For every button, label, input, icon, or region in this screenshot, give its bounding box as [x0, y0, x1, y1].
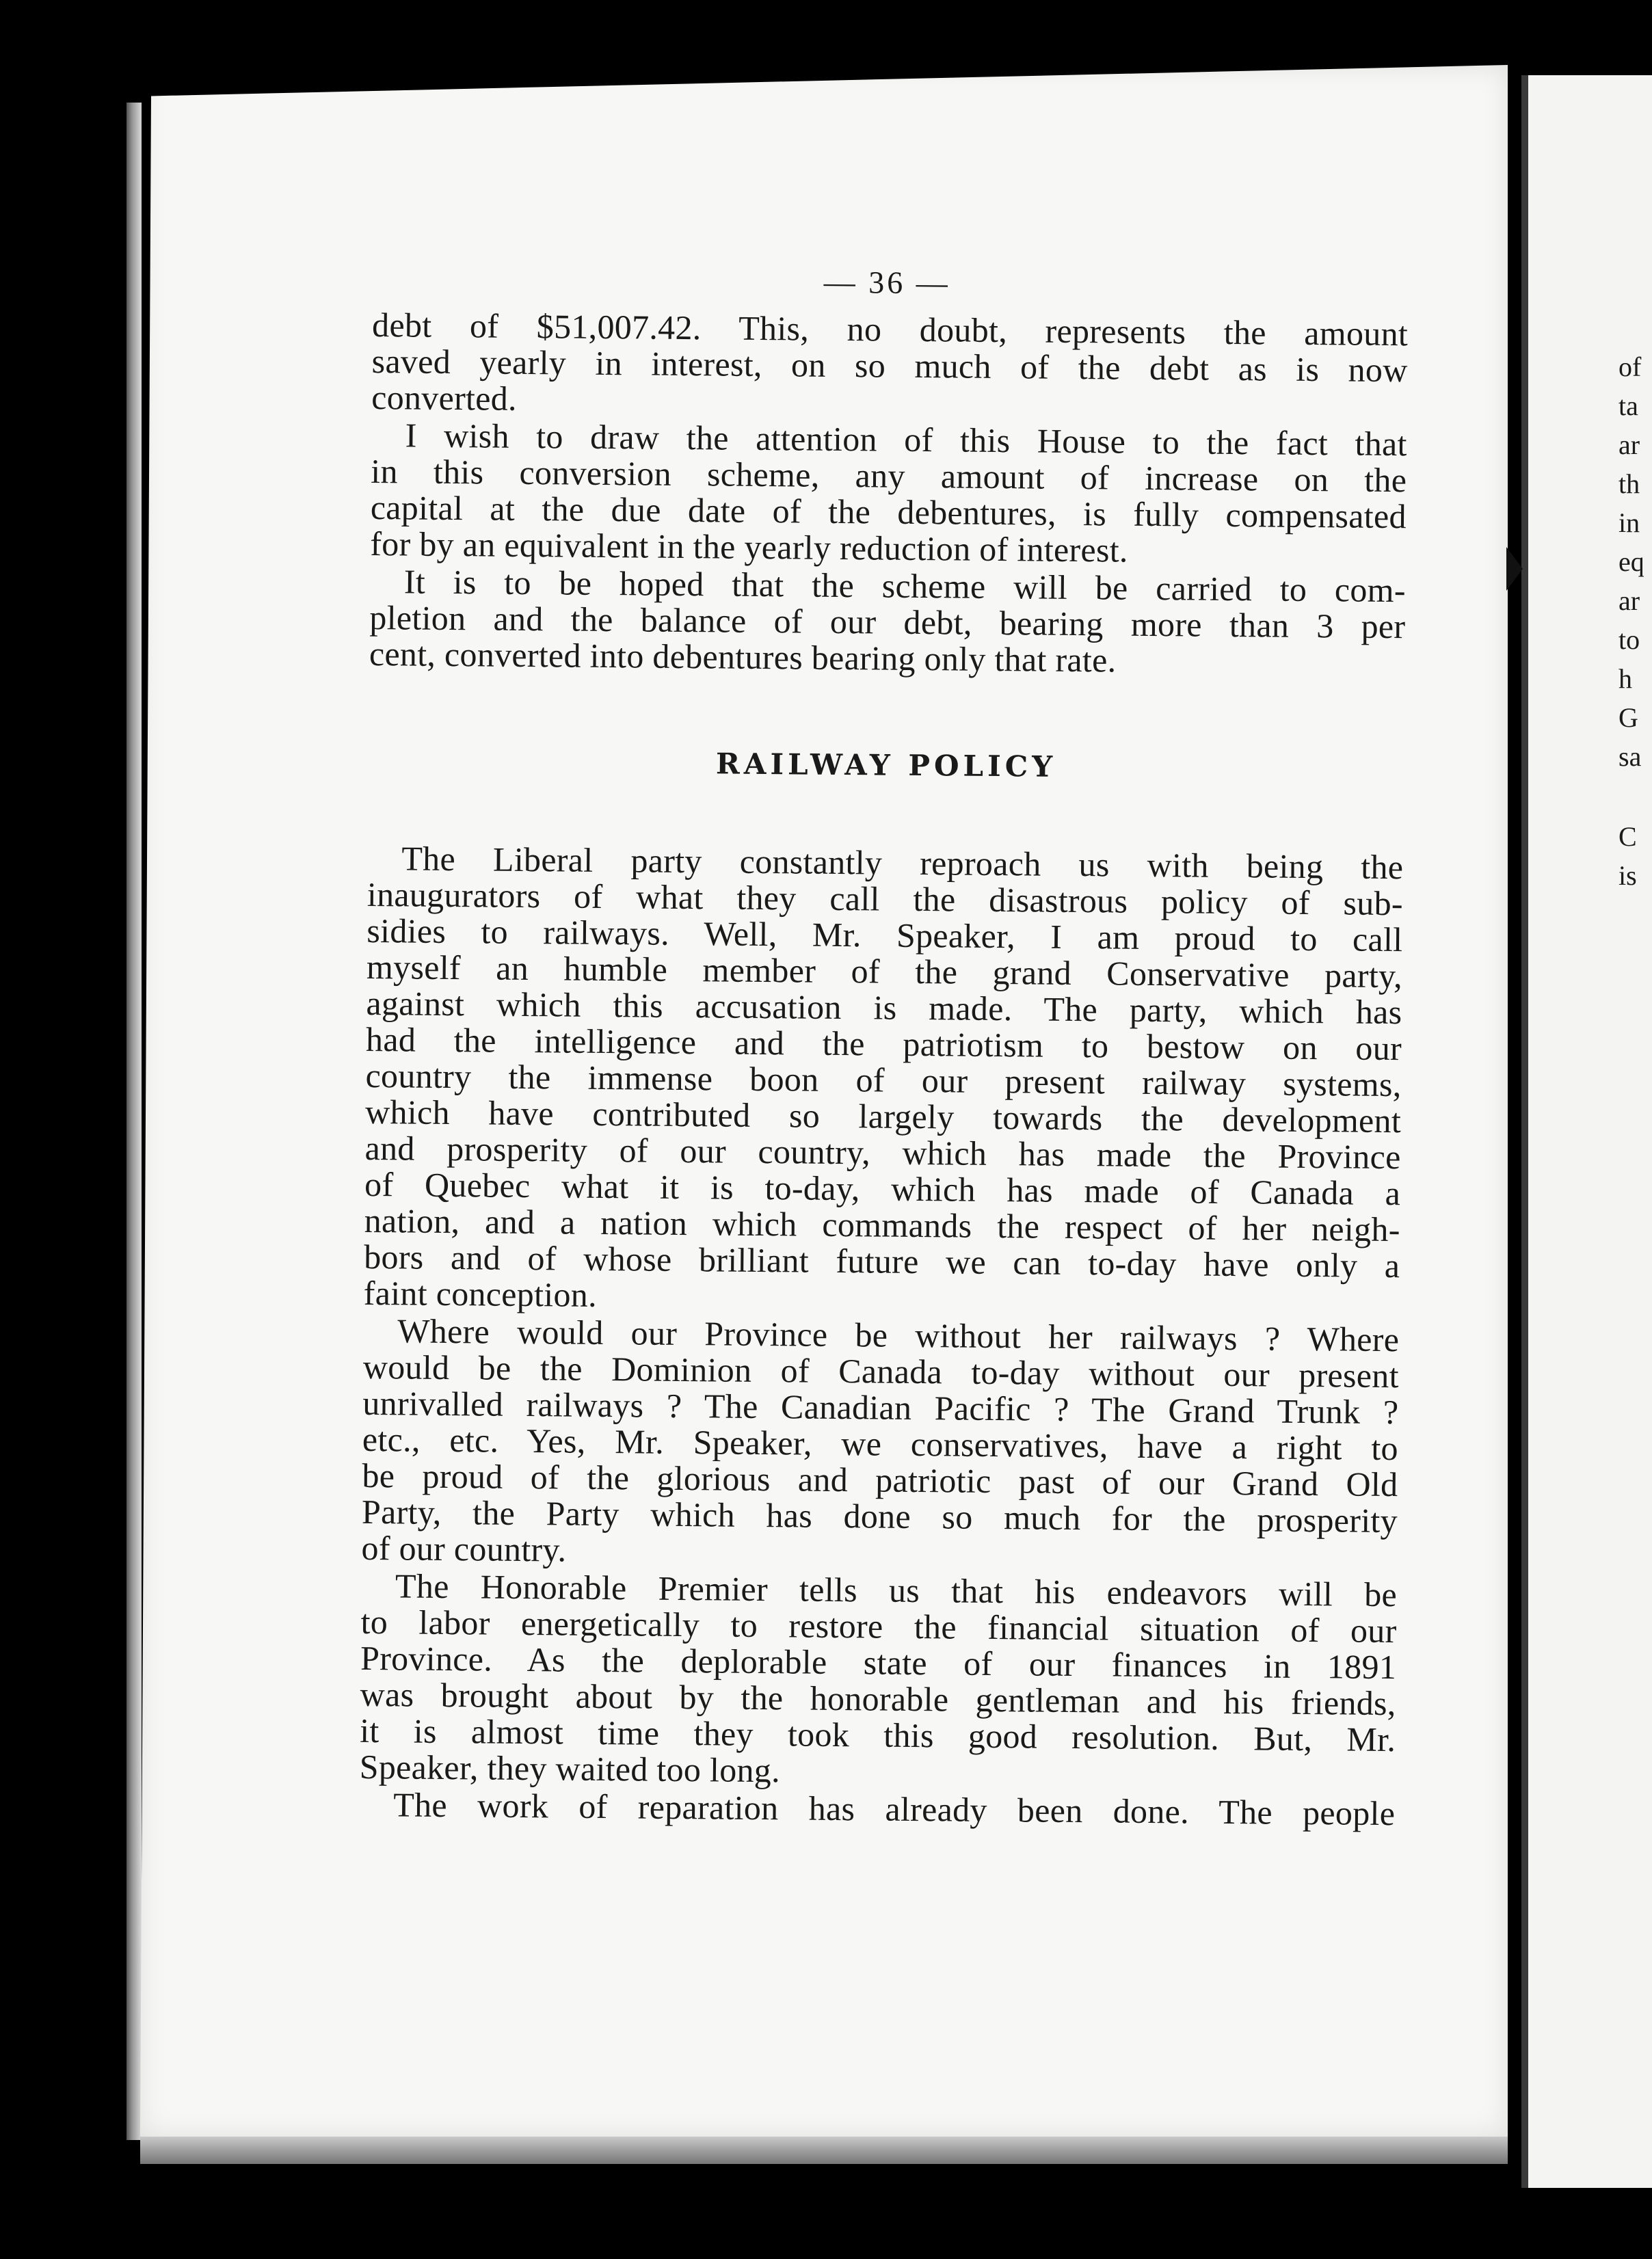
- text-line: of Quebec what it is to-day, which has made of Canada a: [364, 1164, 1401, 1213]
- page-content: [359, 260, 1409, 1833]
- text-line: and prosperity of our country, which has made the Province: [364, 1128, 1401, 1177]
- facing-fragment: is: [1618, 860, 1637, 891]
- facing-fragment: ar: [1618, 585, 1640, 616]
- facing-page-text: [1618, 347, 1644, 895]
- text-line: It is to be hoped that the scheme will be carried to com-: [403, 562, 1407, 610]
- facing-fragment: h: [1618, 663, 1632, 694]
- text-line: country the immense boon of our present railway systems,: [365, 1056, 1402, 1104]
- text-line: inaugurators of what they call the disastrous policy of sub-: [367, 874, 1404, 923]
- text-line: had the intelligence and the patriotism to bestow on our: [365, 1019, 1402, 1068]
- paragraph-liberal-party: [364, 840, 1404, 1320]
- text-line: would be the Dominion of Canada to-day without our present: [362, 1347, 1400, 1395]
- text-line: Province. As the deplorable state of our finances in 1891: [360, 1638, 1397, 1687]
- text-line: saved yearly in interest, on so much of the debt as is now: [371, 341, 1408, 390]
- text-line: for by an equivalent in the yearly reduction of interest.: [370, 524, 1128, 570]
- paragraph-premier: [360, 1568, 1398, 1794]
- text-line: myself an humble member of the grand Conservative party,: [366, 947, 1403, 995]
- text-line: which have contributed so largely towards the development: [364, 1092, 1402, 1140]
- text-line: debt of $51,007.42. This, no doubt, represents the amount: [371, 305, 1409, 353]
- text-line: nation, and a nation which commands the respect of her neigh-: [364, 1201, 1400, 1249]
- text-line: The Liberal party constantly reproach us with being the: [401, 839, 1404, 887]
- text-line: Where would our Province be without her railways ? Where: [397, 1311, 1400, 1359]
- facing-fragment: in: [1618, 507, 1640, 538]
- text-line: cent, converted into debentures bearing only that rate.: [369, 634, 1117, 680]
- section-heading: RAILWAY POLICY: [715, 747, 1057, 784]
- facing-fragment: to: [1618, 624, 1640, 655]
- text-line: The work of reparation has already been done. The people: [393, 1785, 1396, 1833]
- text-line: etc., etc. Yes, Mr. Speaker, we conservatives, have a right to: [362, 1419, 1399, 1468]
- text-line: of our country.: [361, 1528, 567, 1569]
- paragraph-conversion: [370, 417, 1407, 571]
- paragraph-debt: [371, 307, 1408, 425]
- facing-fragment: ar: [1618, 429, 1640, 460]
- facing-fragment: th: [1618, 468, 1640, 499]
- facing-fragment: G: [1618, 702, 1638, 733]
- facing-fragment: eq: [1618, 546, 1644, 577]
- text-line: be proud of the glorious and patriotic past of our Grand Old: [362, 1456, 1398, 1504]
- text-line: sidies to railways. Well, Mr. Speaker, I am proud to call: [367, 911, 1403, 959]
- page-bottom-shadow: [140, 2137, 1508, 2164]
- text-line: pletion and the balance of our debt, bearing more than 3 per: [369, 598, 1406, 646]
- text-line: it is almost time they took this good resolution. But, Mr.: [359, 1711, 1396, 1759]
- text-line: I wish to draw the attention of this House to the fact that: [405, 416, 1407, 464]
- facing-fragment: sa: [1618, 741, 1642, 772]
- text-line: to labor energetically to restore the financial situation of our: [360, 1602, 1397, 1650]
- facing-fragment: of: [1618, 351, 1642, 382]
- text-line: Party, the Party which has done so much for the prosperity: [361, 1492, 1398, 1540]
- text-line: unrivalled railways ? The Canadian Pacific ? The Grand Trunk ?: [362, 1383, 1399, 1432]
- page-number: — 36 —: [823, 264, 950, 301]
- text-line: against which this accusation is made. The party, which has: [366, 983, 1402, 1032]
- facing-fragment: C: [1618, 821, 1637, 852]
- facing-fragment: ta: [1618, 390, 1638, 421]
- text-line: Speaker, they waited too long.: [359, 1747, 781, 1790]
- page-left-edge: [126, 103, 142, 2140]
- text-line: The Honorable Premier tells us that his endeavors will be: [395, 1566, 1398, 1614]
- text-line: in this conversion scheme, any amount of increase on the: [371, 451, 1407, 500]
- text-line: was brought about by the honorable gentleman and his friends,: [360, 1674, 1396, 1723]
- paragraph-railways: [361, 1313, 1399, 1575]
- text-line: converted.: [371, 377, 518, 418]
- paragraph-reparation: [359, 1787, 1395, 1832]
- spine-mark: [1506, 547, 1523, 591]
- text-line: faint conception.: [363, 1273, 598, 1314]
- text-line: bors and of whose brilliant future we can to-day have only a: [364, 1237, 1400, 1285]
- paragraph-scheme: [369, 563, 1406, 681]
- text-line: capital at the due date of the debentures, is fully compensated: [370, 487, 1407, 536]
